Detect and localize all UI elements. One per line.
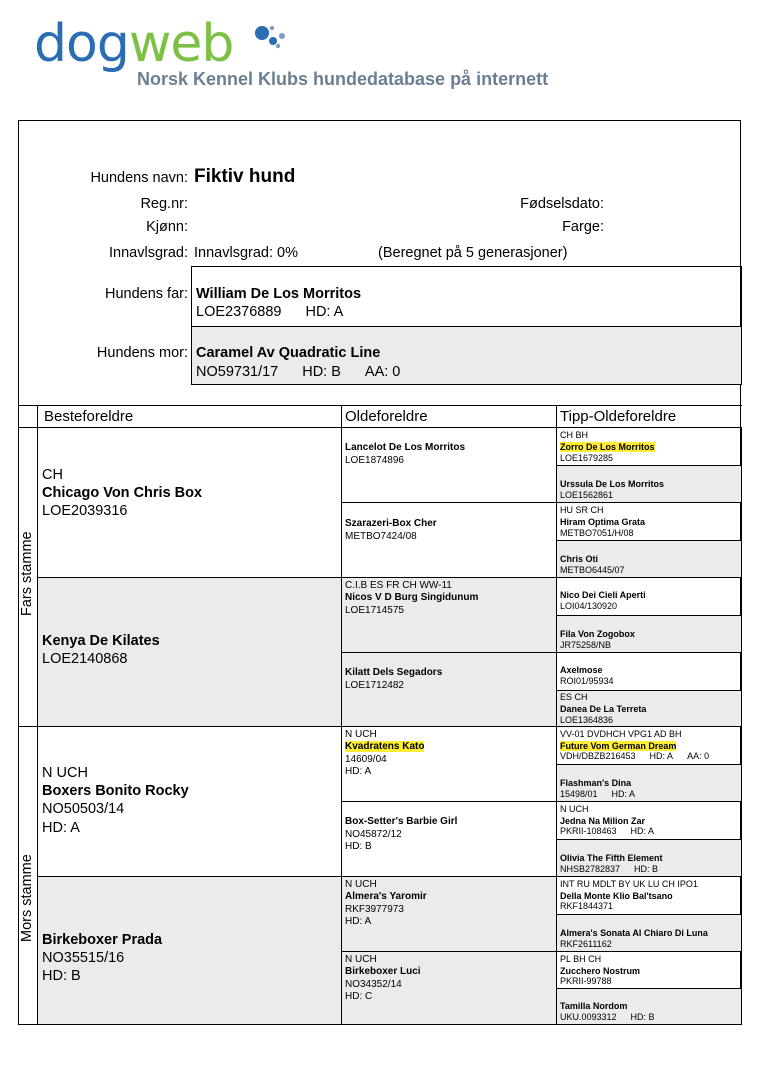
reg-number: METBO7051/H/08 — [560, 528, 634, 538]
greatgreatgrandparent-cell[interactable] — [556, 988, 742, 1025]
dog-name[interactable]: Zorro De Los Morritos — [560, 442, 655, 452]
reg-number: RKF3977973 — [345, 904, 404, 915]
titles: HU SR CH — [560, 505, 604, 515]
reg-info: VDH/DBZB216453 HD: A AA: 0 — [560, 751, 710, 761]
greatgreatgrandparent-cell[interactable] — [556, 726, 742, 765]
regnr-label: Reg.nr: — [140, 196, 188, 212]
dog-name[interactable]: Flashman's Dina — [560, 778, 632, 788]
mother-name[interactable]: Caramel Av Quadratic Line — [196, 345, 381, 361]
color-label: Farge: — [562, 219, 604, 235]
titles: N UCH — [560, 804, 589, 814]
reg-number: NO35515/16 — [42, 950, 125, 966]
dog-name[interactable]: Box-Setter's Barbie Girl — [345, 816, 458, 827]
greatgrandparent-cell[interactable] — [341, 951, 557, 1025]
reg-number: LOE1562861 — [560, 490, 614, 500]
generations-note: (Beregnet på 5 generasjoner) — [378, 245, 568, 261]
father-box[interactable] — [191, 266, 742, 327]
dog-name[interactable]: Fila Von Zogobox — [560, 629, 635, 639]
reg-number: ROI01/95934 — [560, 676, 614, 686]
greatgreatgrandparent-cell[interactable] — [556, 615, 742, 653]
dog-name[interactable]: Chicago Von Chris Box — [42, 485, 203, 501]
hd-status: HD: C — [345, 991, 373, 1002]
dog-name[interactable]: Kvadratens Kato — [345, 741, 425, 752]
reg-number: LOE1364836 — [560, 715, 614, 725]
greatgrandparent-cell[interactable] — [341, 577, 557, 653]
sex-label: Kjønn: — [146, 219, 188, 235]
reg-number: METBO7424/08 — [345, 531, 417, 542]
greatgreatgrandparent-cell[interactable] — [556, 839, 742, 877]
reg-number: PKRII-99788 — [560, 976, 612, 986]
greatgrandparent-cell[interactable] — [341, 726, 557, 802]
hd-status: HD: B — [42, 968, 81, 984]
mother-box[interactable] — [191, 326, 742, 385]
greatgreatgrandparent-cell[interactable] — [556, 914, 742, 952]
name-label: Hundens navn: — [90, 170, 188, 186]
reg-number: LOE1874896 — [345, 455, 404, 466]
reg-info: UKU.0093312 HD: B — [560, 1012, 655, 1022]
dog-name[interactable]: Hiram Optima Grata — [560, 517, 646, 527]
dog-name[interactable]: Boxers Bonito Rocky — [42, 783, 189, 799]
titles: CH — [42, 467, 63, 483]
dog-name[interactable]: Kenya De Kilates — [42, 633, 160, 649]
greatgreatgrandparent-cell[interactable] — [556, 801, 742, 840]
inbreeding-label: Innavlsgrad: — [109, 245, 188, 261]
dog-name[interactable]: Birkeboxer Prada — [42, 932, 163, 948]
dog-name[interactable]: Lancelot De Los Morritos — [345, 442, 466, 453]
greatgreatgrandparent-cell[interactable] — [556, 465, 742, 503]
reg-info: PKRII-108463 HD: A — [560, 826, 655, 836]
dog-name[interactable]: Zucchero Nostrum — [560, 966, 641, 976]
greatgrandparent-cell[interactable] — [341, 801, 557, 877]
reg-number: LOI04/130920 — [560, 601, 618, 611]
dog-name[interactable]: Nico Dei Cieli Aperti — [560, 590, 646, 600]
dog-name[interactable]: Tamilla Nordom — [560, 1001, 628, 1011]
inbreeding-value: Innavlsgrad: 0% — [194, 245, 298, 261]
birthdate-label: Fødselsdato: — [520, 196, 604, 212]
reg-number: NO50503/14 — [42, 801, 125, 817]
reg-info: 15498/01 HD: A — [560, 789, 636, 799]
greatgreatgrandparent-cell[interactable] — [556, 502, 742, 541]
titles: ES CH — [560, 692, 588, 702]
hd-status: HD: B — [345, 841, 372, 852]
reg-number: LOE1714575 — [345, 605, 404, 616]
titles: C.I.B ES FR CH WW-11 — [345, 580, 452, 591]
dog-name[interactable]: Kilatt Dels Segadors — [345, 667, 443, 678]
logo-tagline: Norsk Kennel Klubs hundedatabase på internett — [137, 69, 549, 89]
greatgrandparent-cell[interactable] — [341, 652, 557, 727]
reg-number: JR75258/NB — [560, 640, 612, 650]
titles: CH BH — [560, 430, 589, 440]
dog-name[interactable]: Axelmose — [560, 665, 603, 675]
grandparent-cell[interactable] — [37, 577, 342, 727]
dog-name[interactable]: Chris Oti — [560, 554, 599, 564]
titles: INT RU MDLT BY UK LU CH IPO1 — [560, 879, 698, 889]
reg-number: LOE1679285 — [560, 453, 614, 463]
greatgreatgrandparent-cell[interactable] — [556, 427, 742, 466]
titles: PL BH CH — [560, 954, 602, 964]
header-divider — [556, 405, 557, 427]
titles: N UCH — [345, 729, 377, 740]
reg-number: LOE2039316 — [42, 503, 128, 519]
father-label: Hundens far: — [104, 286, 188, 302]
greatgreatgrandparent-cell[interactable] — [556, 876, 742, 915]
col-greatgrandparents: Oldeforeldre — [345, 408, 428, 425]
dog-name[interactable]: Nicos V D Burg Singidunum — [345, 592, 479, 603]
dog-name[interactable]: Jedna Na Milion Zar — [560, 816, 646, 826]
titles: N UCH — [345, 879, 377, 890]
col-greatgreatgrandparents: Tipp-Oldeforeldre — [560, 408, 677, 425]
logo-dots-icon — [253, 24, 293, 54]
dog-name[interactable]: Urssula De Los Morritos — [560, 479, 665, 489]
mors-stamme-label: Mors stamme — [19, 854, 35, 942]
mother-info: NO59731/17 HD: B AA: 0 — [196, 364, 401, 380]
dog-name[interactable]: Danea De La Terreta — [560, 704, 647, 714]
dog-name[interactable]: Almera's Sonata Al Chiaro Di Luna — [560, 928, 708, 938]
greatgrandparent-cell[interactable] — [341, 427, 557, 503]
table-top-line — [18, 405, 742, 406]
greatgreatgrandparent-cell[interactable] — [556, 690, 742, 727]
reg-number: NO45872/12 — [345, 829, 402, 840]
hd-status: HD: A — [345, 916, 372, 927]
dog-name[interactable]: Birkeboxer Luci — [345, 966, 421, 977]
reg-number: RKF2611162 — [560, 939, 612, 949]
reg-info: NHSB2782837 HD: B — [560, 864, 659, 874]
titles: VV-01 DVDHCH VPG1 AD BH — [560, 729, 682, 739]
hd-status: HD: A — [42, 820, 80, 836]
greatgreatgrandparent-cell[interactable] — [556, 764, 742, 802]
dog-name[interactable]: Della Monte Klio Bal'tsano — [560, 891, 673, 901]
greatgreatgrandparent-cell[interactable] — [556, 652, 742, 691]
reg-number: RKF1844371 — [560, 901, 614, 911]
dog-name[interactable]: Future Vom German Dream — [560, 741, 677, 751]
dogweb-logo: dogweb — [34, 14, 234, 74]
titles: N UCH — [345, 954, 377, 965]
greatgreatgrandparent-cell[interactable] — [556, 951, 742, 989]
grandparent-cell[interactable] — [37, 427, 342, 578]
dog-name: Fiktiv hund — [194, 166, 296, 187]
col-grandparents: Besteforeldre — [44, 408, 134, 425]
reg-number: NO34352/14 — [345, 979, 402, 990]
reg-number: METBO6445/07 — [560, 565, 625, 575]
reg-number: LOE1712482 — [345, 680, 404, 691]
father-name[interactable]: William De Los Morritos — [196, 286, 362, 302]
titles: N UCH — [42, 765, 88, 781]
reg-number: 14609/04 — [345, 754, 387, 765]
mother-label: Hundens mor: — [96, 345, 188, 361]
dog-name[interactable]: Szarazeri-Box Cher — [345, 518, 437, 529]
greatgrandparent-cell[interactable] — [341, 502, 557, 578]
father-info: LOE2376889 HD: A — [196, 304, 344, 320]
dog-name[interactable]: Almera's Yaromir — [345, 891, 427, 902]
greatgreatgrandparent-cell[interactable] — [556, 540, 742, 578]
grandparent-cell[interactable] — [37, 726, 342, 877]
greatgrandparent-cell[interactable] — [341, 876, 557, 952]
greatgreatgrandparent-cell[interactable] — [556, 577, 742, 616]
dog-name[interactable]: Olivia The Fifth Element — [560, 853, 663, 863]
fars-stamme-label: Fars stamme — [19, 531, 35, 616]
hd-status: HD: A — [345, 766, 372, 777]
reg-number: LOE2140868 — [42, 651, 128, 667]
header-divider — [341, 405, 342, 427]
grandparent-cell[interactable] — [37, 876, 342, 1025]
